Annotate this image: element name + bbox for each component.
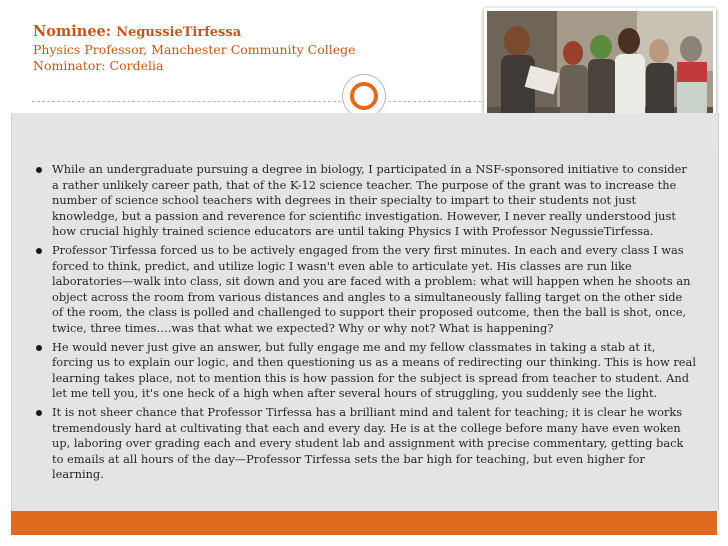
orange-ring-icon	[350, 82, 378, 110]
bullet-item	[34, 243, 696, 337]
nominator-line: Nominator: Cordelia	[33, 58, 164, 73]
bullet-text: He would never just give an answer, but fully engage me and my fellow classmates in taking a stab at it, forcing us to explain our logic, and then questioning us as a means of redirecting our thinking. This is how real learning takes place, not to mention this is how passion for the subject is spread from teacher to student. And let me tell you, it's one heck of a high when after several hours of struggling, you suddenly see the light.	[52, 339, 696, 401]
bullet-icon	[36, 248, 42, 254]
nominee-position: Physics Professor, Manchester Community College	[33, 42, 356, 57]
bullet-item	[34, 405, 696, 483]
bullet-text: It is not sheer chance that Professor Tirfessa has a brilliant mind and talent for teaching; it is clear he works tremendously hard at cultivating that each and every day. He is at the college before many have even woken up, laboring over grading each and every student lab and assignment with precise commentary, getting back to emails at all hours of the day—Professor Tirfessa sets the bar high for teaching, but even higher for learning.	[52, 404, 684, 482]
bullet-icon	[36, 167, 42, 173]
bullet-icon	[36, 410, 42, 416]
bullet-text: Professor Tirfessa forced us to be actively engaged from the very first minutes. In each and every class I was forced to think, predict, and utilize logic I wasn't even able to articulate yet. His classes are run like laboratories—walk into class, sit down and you are faced with a problem: what will happen when he shoots an object across the room from various distances and angles to a simultaneously falling target on the other side of the room, the class is polled and challenged to support their proposed outcome, then the ball is shot, once, twice, three times….was that what we expected? Why or why not? What is happening?	[52, 242, 691, 335]
bullet-item	[34, 162, 696, 240]
testimonial-bullets	[34, 162, 696, 486]
nominee-name: NegussieTirfessa	[116, 25, 242, 40]
nominee-label: Nominee:	[33, 23, 112, 40]
bullet-icon	[36, 345, 42, 351]
title-block	[33, 23, 356, 74]
footer-accent-bar	[11, 511, 717, 535]
nominee-line	[33, 23, 356, 42]
bullet-text: While an undergraduate pursuing a degree in biology, I participated in a NSF-sponsored initiative to consider a rather unlikely career path, that of the K-12 science teacher. The purpose of the grant was to increase the number of science school teachers with degrees in their specialty to impart to their students not just knowledge, but a passion and reverence for scientific investigation. However, I never really understood just how crucial highly trained science educators are until taking Physics I with Professor NegussieTirfessa.	[52, 162, 687, 239]
bullet-item	[34, 340, 696, 402]
